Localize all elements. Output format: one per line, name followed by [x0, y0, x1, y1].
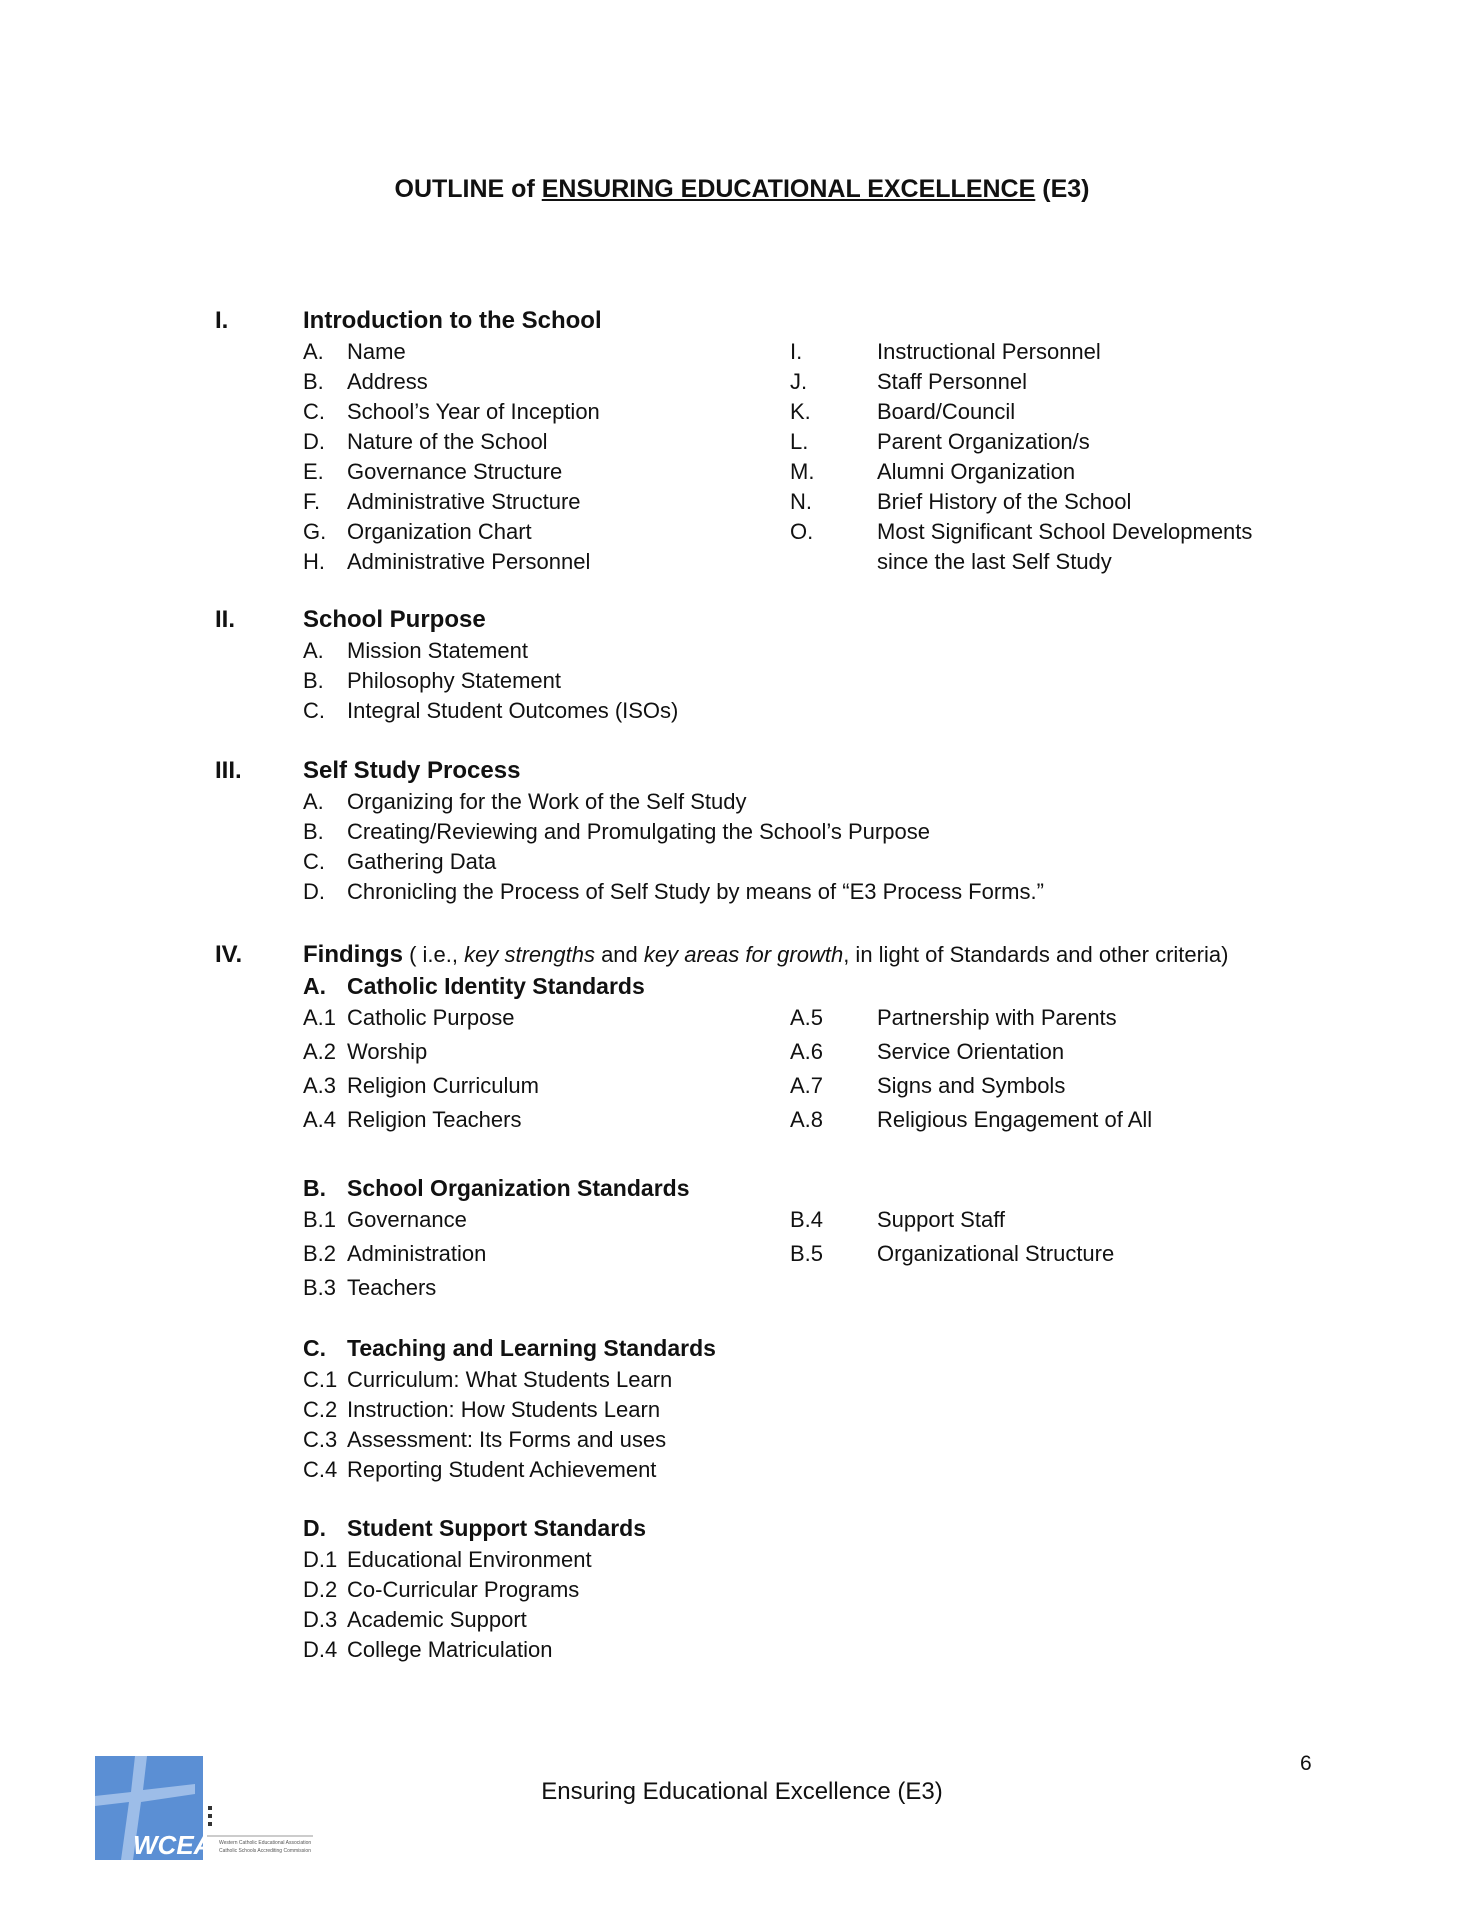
list-item: D.3 Academic Support — [303, 1607, 527, 1632]
page-title — [0, 175, 1484, 204]
footer-text: Ensuring Educational Excellence (E3) — [541, 1778, 943, 1805]
section-title: School Purpose — [303, 606, 486, 633]
section-numeral: IV. — [215, 941, 243, 968]
section-school-purpose — [215, 606, 1335, 728]
list-item: B. Creating/Reviewing and Promulgating the School’s Purpose — [303, 819, 930, 844]
list-item: D.4 College Matriculation — [303, 1637, 553, 1662]
list-item: C.3 Assessment: Its Forms and uses — [303, 1427, 667, 1452]
list-item: A. Organizing for the Work of the Self Study — [303, 789, 747, 814]
outline-list — [215, 339, 1335, 579]
subsection-heading-teaching-learning: C. Teaching and Learning Standards — [303, 1335, 716, 1361]
page-number: 6 — [1300, 1752, 1312, 1775]
list-item: C. School’s Year of Inception K. Board/Council — [303, 399, 1016, 424]
list-item: G. Organization Chart O. Most Significant School Developments — [303, 519, 1253, 544]
list-item: D.1 Educational Environment — [303, 1547, 592, 1572]
list-item: A. Mission Statement — [303, 638, 528, 663]
list-item: F. Administrative Structure N. Brief History of the School — [303, 489, 1132, 514]
section-heading — [215, 307, 1335, 339]
section-title: Introduction to the School — [303, 307, 602, 334]
wcea-logo-icon — [95, 1750, 325, 1870]
section-self-study-process — [215, 757, 1335, 909]
section-heading — [215, 606, 1335, 638]
section-numeral: II. — [215, 606, 236, 633]
subsection-heading-catholic-identity: A. Catholic Identity Standards — [303, 973, 645, 999]
list-item: D.2 Co-Curricular Programs — [303, 1577, 580, 1602]
list-item: C. Gathering Data — [303, 849, 497, 874]
list-item: B.3 Teachers — [303, 1275, 437, 1300]
list-item: B.1 Governance B.4 Support Staff — [303, 1207, 1006, 1232]
list-item: A. Name I. Instructional Personnel — [303, 339, 1101, 364]
logo-caption-1: Western Catholic Educational Association — [219, 1840, 312, 1846]
list-item: B.2 Administration B.5 Organizational Structure — [303, 1241, 1115, 1266]
logo-dot — [208, 1822, 212, 1826]
title-suffix: (E3) — [1035, 175, 1090, 203]
list-item: A.4 Religion Teachers A.8 Religious Engagement of All — [303, 1107, 1153, 1132]
list-item: C.1 Curriculum: What Students Learn — [303, 1367, 673, 1392]
title-underlined: ENSURING EDUCATIONAL EXCELLENCE — [541, 175, 1036, 203]
list-item: H. Administrative Personnel since the last Self Study — [303, 549, 1112, 574]
list-item: C. Integral Student Outcomes (ISOs) — [303, 698, 679, 723]
logo-dot — [208, 1806, 212, 1810]
standards-list — [215, 1207, 1335, 1309]
standards-list — [215, 1005, 1335, 1141]
logo-caption-2: Catholic Schools Accrediting Commission — [219, 1848, 311, 1854]
list-item: D. Chronicling the Process of Self Study by means of “E3 Process Forms.” — [303, 879, 1044, 904]
logo-dot — [208, 1814, 212, 1818]
section-title: Findings ( i.e., key strengths and key areas for growth, in light of Standards and other criteria) — [303, 941, 1229, 968]
standards-list — [215, 1367, 1335, 1487]
section-heading — [215, 757, 1335, 789]
list-item: A.2 Worship A.6 Service Orientation — [303, 1039, 1065, 1064]
list-item: B. Address J. Staff Personnel — [303, 369, 1028, 394]
list-item: B. Philosophy Statement — [303, 668, 562, 693]
section-title: Self Study Process — [303, 757, 521, 784]
section-numeral: I. — [215, 307, 229, 334]
subsection-heading-student-support: D. Student Support Standards — [303, 1515, 646, 1541]
standards-list — [215, 1547, 1335, 1667]
list-item: D. Nature of the School L. Parent Organization/s — [303, 429, 1090, 454]
list-item: A.1 Catholic Purpose A.5 Partnership with Parents — [303, 1005, 1117, 1030]
list-item: C.4 Reporting Student Achievement — [303, 1457, 657, 1482]
section-numeral: III. — [215, 757, 242, 784]
title-prefix: OUTLINE of — [394, 175, 542, 203]
section-heading — [215, 941, 1335, 973]
section-introduction — [215, 307, 1335, 579]
list-item: E. Governance Structure M. Alumni Organization — [303, 459, 1076, 484]
list-item: A.3 Religion Curriculum A.7 Signs and Symbols — [303, 1073, 1066, 1098]
outline-list — [215, 638, 1335, 728]
outline-list — [215, 789, 1335, 909]
logo-wordmark: WCEA — [133, 1830, 213, 1860]
section-findings — [215, 941, 1335, 1667]
list-item: C.2 Instruction: How Students Learn — [303, 1397, 661, 1422]
subsection-heading-school-organization: B. School Organization Standards — [303, 1175, 690, 1201]
findings-note: ( i.e., key strengths and key areas for growth, in light of Standards and other criteria) — [402, 942, 1229, 967]
